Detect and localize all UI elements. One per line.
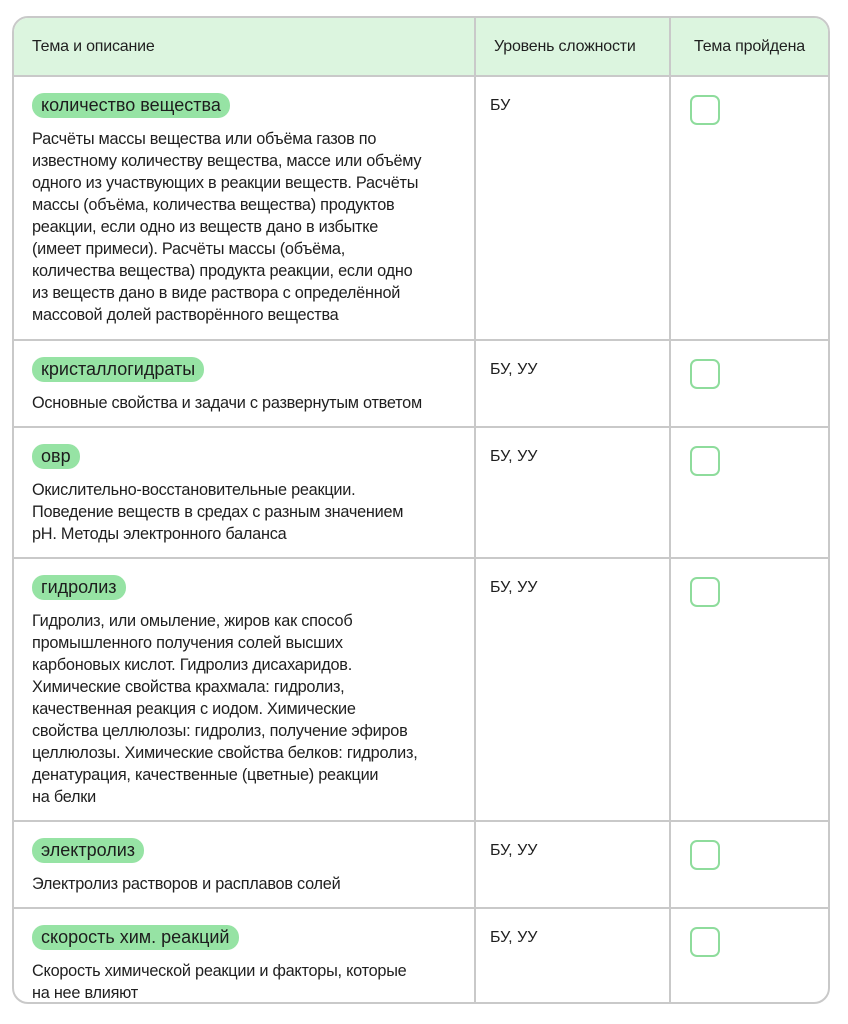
status-cell	[670, 340, 828, 427]
difficulty-level: БУ, УУ	[475, 427, 670, 558]
topic-cell	[14, 427, 475, 558]
status-cell	[670, 821, 828, 908]
status-cell	[670, 558, 828, 821]
difficulty-level: БУ, УУ	[475, 340, 670, 427]
topics-grid	[14, 18, 828, 1004]
topic-description: Скорость химической реакции и факторы, которые на нее влияют	[32, 962, 407, 1002]
topic-tag: электролиз	[32, 838, 144, 863]
difficulty-level: БУ	[475, 76, 670, 340]
header-level: Уровень сложности	[475, 18, 670, 76]
table-header	[14, 18, 828, 76]
header-topic: Тема и описание	[14, 18, 475, 76]
topic-completed-checkbox[interactable]	[690, 359, 720, 389]
topic-completed-checkbox[interactable]	[690, 840, 720, 870]
topic-cell	[14, 340, 475, 427]
topic-completed-checkbox[interactable]	[690, 95, 720, 125]
table-row	[14, 558, 828, 821]
header-status: Тема пройдена	[670, 18, 828, 76]
topic-tag: гидролиз	[32, 575, 126, 600]
topic-description: Гидролиз, или омыление, жиров как способ промышленного получения солей высших карбоновых кислот. Гидролиз дисахаридов. Химические свойства крахмала: гидролиз, качественная реакция с иодом. Химические свойства целлюлозы: гидролиз, получение эфиров целлюлозы. Химические свойства белков: гидролиз, денатурация, качественные (цветные) реакции на белки	[32, 612, 418, 806]
table-row	[14, 76, 828, 340]
topic-completed-checkbox[interactable]	[690, 446, 720, 476]
topic-cell	[14, 76, 475, 340]
table-row	[14, 821, 828, 908]
topics-table	[12, 16, 830, 1004]
topic-cell	[14, 821, 475, 908]
topic-description: Расчёты массы вещества или объёма газов по известному количеству вещества, массе или объёму одного из участвующих в реакции веществ. Расчёты массы (объёма, количества вещества) продуктов реакции, если одно из веществ дано в избытке (имеет примеси). Расчёты массы (объёма, количества вещества) продукта реакции, если одно из веществ дано в виде раствора с определённой массовой долей растворённого вещества	[32, 130, 422, 324]
table-row	[14, 427, 828, 558]
topic-description: Окислительно-восстановительные реакции. Поведение веществ в средах с разным значением pH. Методы электронного баланса	[32, 481, 404, 543]
table-row	[14, 340, 828, 427]
topic-tag: скорость хим. реакций	[32, 925, 239, 950]
status-cell	[670, 76, 828, 340]
topic-tag: количество вещества	[32, 93, 230, 118]
topic-tag: овр	[32, 444, 80, 469]
topic-cell	[14, 558, 475, 821]
topic-description: Электролиз растворов и расплавов солей	[32, 875, 341, 893]
topic-description: Основные свойства и задачи с развернутым ответом	[32, 394, 422, 412]
difficulty-level: БУ, УУ	[475, 908, 670, 1004]
difficulty-level: БУ, УУ	[475, 558, 670, 821]
topic-tag: кристаллогидраты	[32, 357, 204, 382]
table-row	[14, 908, 828, 1004]
status-cell	[670, 427, 828, 558]
topic-completed-checkbox[interactable]	[690, 577, 720, 607]
status-cell	[670, 908, 828, 1004]
topic-completed-checkbox[interactable]	[690, 927, 720, 957]
topic-cell	[14, 908, 475, 1004]
difficulty-level: БУ, УУ	[475, 821, 670, 908]
